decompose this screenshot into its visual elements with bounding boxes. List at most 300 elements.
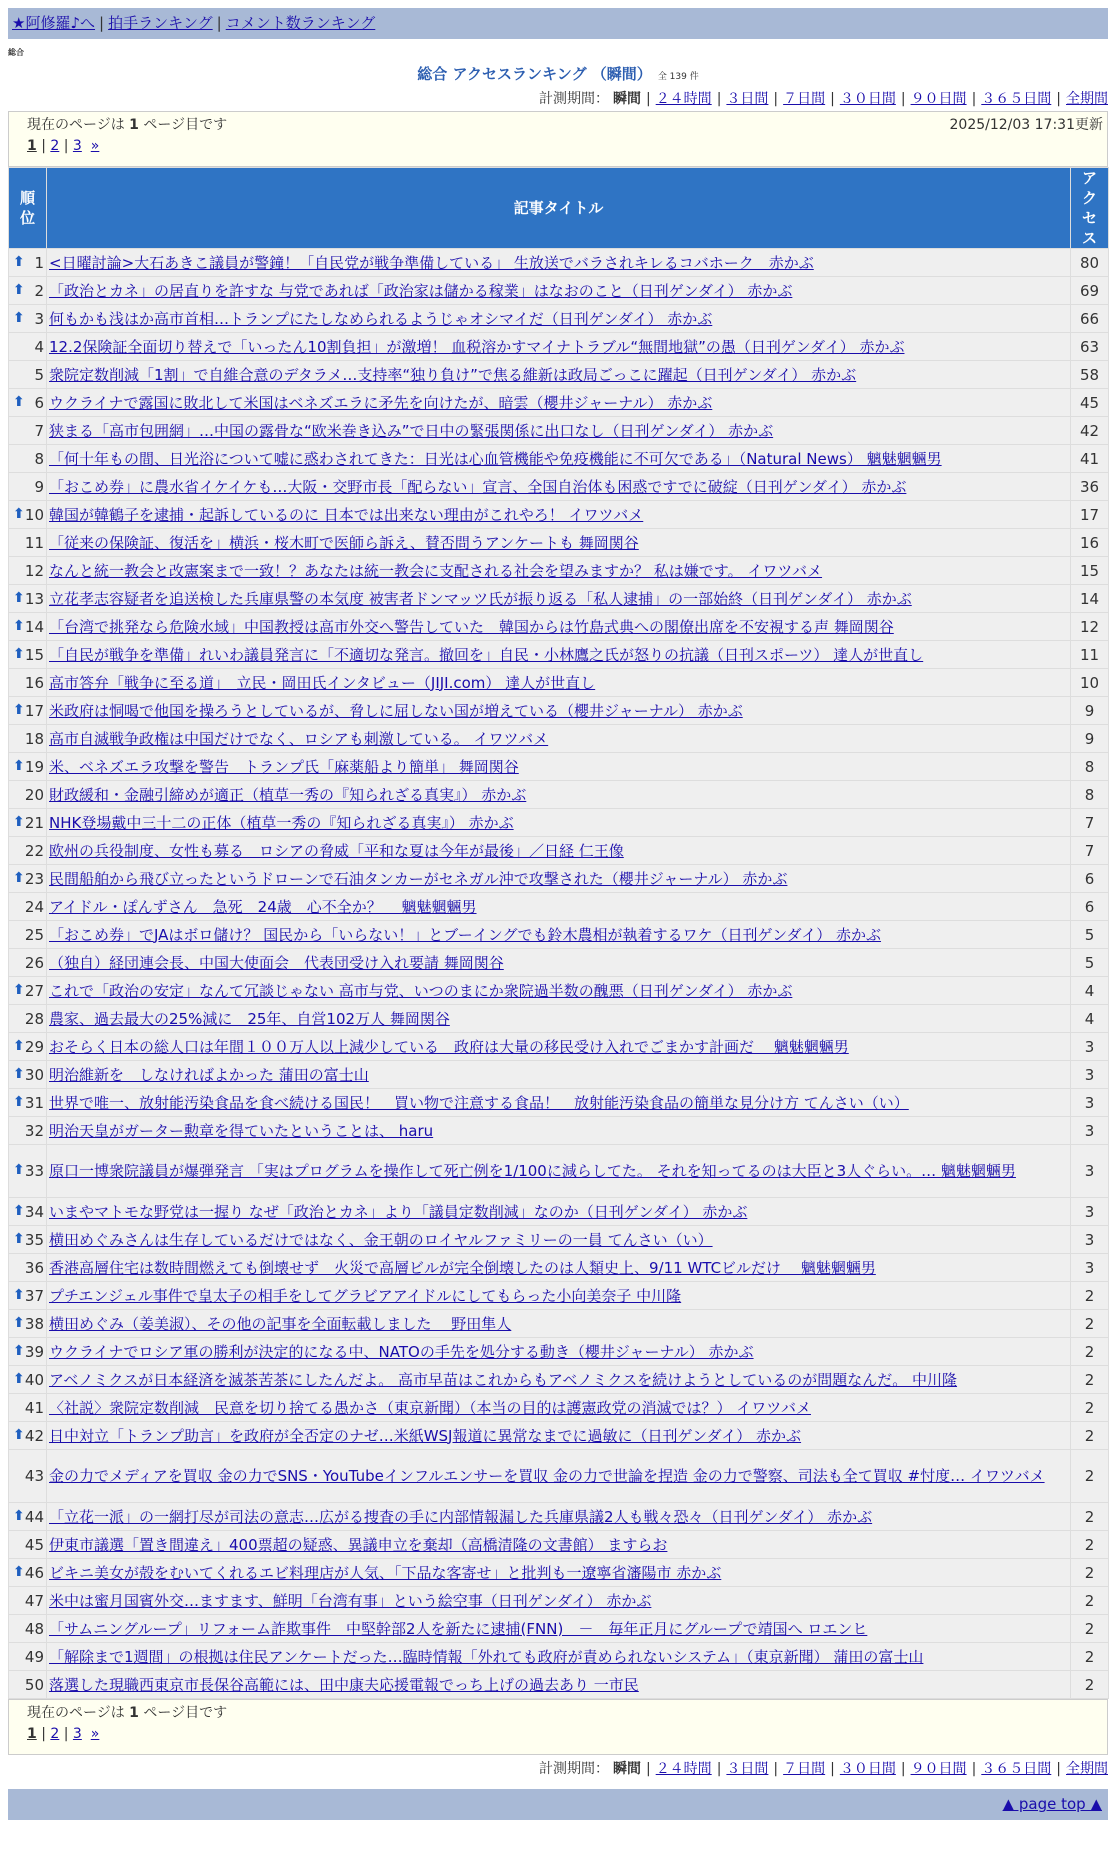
title-cell: [47, 1254, 1071, 1282]
article-link[interactable]: アイドル・ぽんずさん 急死 24歳 心不全か？ 魑魅魍魎男: [49, 897, 477, 916]
access-count: 14: [1071, 585, 1109, 613]
rank-up-arrow-icon: ⬆: [13, 813, 25, 830]
table-row: [9, 977, 1109, 1005]
period-link-7d[interactable]: ７日間: [783, 91, 826, 107]
article-link[interactable]: これで「政治の安定」なんて冗談じゃない 高市与党、いつのまにか衆院過半数の醜悪（日刊ゲンダイ） 赤かぶ: [49, 981, 793, 1000]
title-cell: [47, 809, 1071, 837]
period-link-90d[interactable]: ９０日間: [910, 1761, 967, 1777]
rank-cell: [9, 1145, 47, 1198]
article-link[interactable]: 横田めぐみ（姜美淑）、その他の記事を全面転載しました 野田隼人: [49, 1314, 512, 1333]
rank-number: 30: [24, 1065, 44, 1084]
table-row: [9, 613, 1109, 641]
page-indicator: 現在のページは 1 ページ目です: [27, 117, 228, 133]
article-link[interactable]: 狭まる「高市包囲網」…中国の露骨な“欧米巻き込み”で日中の緊張関係に出口なし（日刊ゲンダイ） 赤かぶ: [49, 421, 774, 440]
rank-up-arrow-icon: ⬆: [13, 393, 25, 410]
table-row: [9, 1559, 1109, 1587]
rank-number: 33: [24, 1162, 44, 1180]
table-row: [9, 417, 1109, 445]
rank-number: 16: [24, 673, 44, 692]
title-cell: [47, 1338, 1071, 1366]
footer-bar: [8, 1789, 1108, 1820]
title-cell: [47, 417, 1071, 445]
access-count: 2: [1071, 1531, 1109, 1559]
rank-up-arrow-icon: ⬆: [13, 1563, 25, 1580]
title-cell: [47, 1061, 1071, 1089]
article-link[interactable]: 欧州の兵役制度、女性も募る ロシアの脅威「平和な夏は今年が最後」／日経 仁王像: [49, 841, 624, 860]
column-header-title: 記事タイトル: [47, 168, 1071, 249]
rank-up-arrow-icon: ⬆: [13, 1065, 25, 1082]
access-count: 36: [1071, 473, 1109, 501]
rank-number: 9: [34, 477, 44, 496]
rank-cell: [9, 1117, 47, 1145]
rank-up-arrow-icon: ⬆: [13, 981, 25, 998]
page-link-2[interactable]: 2: [50, 1726, 60, 1742]
article-link[interactable]: 「おこめ券」に農水省イケイケも…大阪・交野市長「配らない」宣言、全国自治体も困惑ですでに破綻（日刊ゲンダイ） 赤かぶ: [49, 477, 907, 496]
rank-number: 47: [24, 1591, 44, 1610]
access-count: 45: [1071, 389, 1109, 417]
access-count: 3: [1071, 1226, 1109, 1254]
title-cell: [47, 1615, 1071, 1643]
table-row: [9, 893, 1109, 921]
rank-number: 1: [34, 253, 44, 272]
article-link[interactable]: アベノミクスが日本経済を滅茶苦茶にしたんだよ。 高市早苗はこれからもアベノミクスを続けようとしているのが問題なんだ。 中川隆: [49, 1370, 958, 1389]
rank-cell: [9, 1643, 47, 1671]
page-link-next[interactable]: »: [90, 1726, 100, 1742]
rank-cell: [9, 1089, 47, 1117]
title-cell: [47, 613, 1071, 641]
access-count: 2: [1071, 1587, 1109, 1615]
period-link-365d[interactable]: ３６５日間: [981, 1761, 1052, 1777]
rank-up-arrow-icon: ⬆: [13, 1507, 25, 1524]
title-cell: [47, 445, 1071, 473]
article-link[interactable]: 「自民が戦争を準備」れいわ議員発言に「不適切な発言。撤回を」自民・小林鷹之氏が怒りの抗議（日刊スポーツ） 達人が世直し: [49, 645, 924, 664]
rank-number: 43: [24, 1467, 44, 1485]
rank-cell: [9, 305, 47, 333]
rank-number: 39: [24, 1342, 44, 1361]
period-link-30d[interactable]: ３０日間: [839, 1761, 896, 1777]
table-row: [9, 1503, 1109, 1531]
title-cell: [47, 893, 1071, 921]
rank-cell: [9, 1198, 47, 1226]
rank-cell: [9, 501, 47, 529]
total-count: 全 139 件: [657, 72, 699, 82]
page-link-2[interactable]: 2: [50, 138, 60, 154]
article-link[interactable]: 「おこめ券」でJAはボロ儲け？ 国民から「いらない！」とブーイングでも鈴木農相が執着するワケ（日刊ゲンダイ） 赤かぶ: [49, 925, 882, 944]
rank-number: 22: [24, 841, 44, 860]
page-link-3[interactable]: 3: [72, 1726, 82, 1742]
column-header-access: アクセス: [1071, 168, 1109, 249]
title-cell: [47, 1282, 1071, 1310]
title-cell: [47, 921, 1071, 949]
article-link[interactable]: 明治天皇がガーター勲章を得ていたということは、 haru: [49, 1121, 434, 1140]
title-cell: [47, 1503, 1071, 1531]
title-cell: [47, 1394, 1071, 1422]
article-link[interactable]: 民間船舶から飛び立ったというドローンで石油タンカーがセネガル沖で攻撃された（櫻井ジャーナル） 赤かぶ: [49, 869, 788, 888]
rank-cell: [9, 1394, 47, 1422]
title-cell: [47, 333, 1071, 361]
rank-cell: [9, 1338, 47, 1366]
period-link-24h[interactable]: ２４時間: [655, 91, 712, 107]
article-link[interactable]: 高市自滅戦争政権は中国だけでなく、ロシアも刺激している。 イワツバメ: [49, 729, 549, 748]
title-cell: [47, 1198, 1071, 1226]
article-link[interactable]: 財政緩和・金融引締めが適正（植草一秀の『知られざる真実』） 赤かぶ: [49, 785, 527, 804]
table-row: [9, 1366, 1109, 1394]
article-link[interactable]: 〈社説〉衆院定数削減 民意を切り捨てる愚かさ（東京新聞）（本当の目的は護憲政党の消滅では？） イワツバメ: [49, 1398, 811, 1417]
rank-number: 21: [24, 813, 44, 832]
rank-cell: [9, 921, 47, 949]
rank-cell: [9, 753, 47, 781]
period-link-90d[interactable]: ９０日間: [910, 91, 967, 107]
article-link[interactable]: 「何十年もの間、日光浴について嘘に惑わされてきた：日光は心血管機能や免疫機能に不可欠である」（Natural News） 魑魅魍魎男: [49, 449, 942, 468]
period-link-3d[interactable]: ３日間: [726, 91, 769, 107]
page-link-next[interactable]: »: [90, 138, 100, 154]
title-cell: [47, 1559, 1071, 1587]
page-link-1[interactable]: 1: [27, 138, 37, 154]
rank-cell: [9, 725, 47, 753]
table-row: [9, 473, 1109, 501]
access-count: 8: [1071, 781, 1109, 809]
rank-cell: [9, 389, 47, 417]
period-link-7d[interactable]: ７日間: [783, 1761, 826, 1777]
access-count: 3: [1071, 1033, 1109, 1061]
rank-number: 50: [24, 1675, 44, 1694]
title-cell: [47, 1145, 1071, 1198]
table-row: [9, 1643, 1109, 1671]
rank-number: 37: [24, 1286, 44, 1305]
period-link-365d[interactable]: ３６５日間: [981, 91, 1052, 107]
rank-up-arrow-icon: ⬆: [13, 309, 25, 326]
access-count: 2: [1071, 1503, 1109, 1531]
rank-cell: [9, 1450, 47, 1503]
article-link[interactable]: ビキニ美女が殻をむいてくれるエビ料理店が人気、「下品な客寄せ」と批判も一遼寧省瀋陽市 赤かぶ: [49, 1563, 722, 1582]
table-row: [9, 557, 1109, 585]
access-count: 2: [1071, 1671, 1109, 1699]
updated-timestamp: 2025/12/03 17:31更新: [949, 117, 1103, 133]
access-count: 2: [1071, 1450, 1109, 1503]
access-count: 2: [1071, 1338, 1109, 1366]
access-count: 12: [1071, 613, 1109, 641]
access-count: 4: [1071, 1005, 1109, 1033]
period-label: 計測期間：: [538, 91, 609, 107]
rank-number: 48: [24, 1619, 44, 1638]
rank-cell: [9, 277, 47, 305]
rank-cell: [9, 809, 47, 837]
table-row: [9, 1671, 1109, 1699]
title-cell: [47, 781, 1071, 809]
rank-up-arrow-icon: ⬆: [13, 1202, 25, 1219]
title-cell: [47, 305, 1071, 333]
access-count: 2: [1071, 1310, 1109, 1338]
title-cell: [47, 725, 1071, 753]
article-link[interactable]: 「従来の保険証、復活を」横浜・桜木町で医師ら訴え、賛否問うアンケートも 舞岡関谷: [49, 533, 639, 552]
access-count: 2: [1071, 1366, 1109, 1394]
rank-number: 40: [24, 1370, 44, 1389]
rank-number: 17: [24, 701, 44, 720]
title-cell: [47, 949, 1071, 977]
access-count: 4: [1071, 977, 1109, 1005]
table-row: [9, 725, 1109, 753]
rank-number: 14: [24, 617, 44, 636]
nav-link-comment-ranking[interactable]: コメント数ランキング: [225, 14, 376, 32]
rank-number: 5: [34, 365, 44, 384]
rank-cell: [9, 1282, 47, 1310]
access-count: 8: [1071, 753, 1109, 781]
table-row: [9, 669, 1109, 697]
rank-cell: [9, 249, 47, 277]
article-link[interactable]: なんと統一教会と改憲案まで一致！？あなたは統一教会に支配される社会を望みますか？ 私は嫌です。 イワツバメ: [49, 561, 823, 580]
article-link[interactable]: 立花孝志容疑者を追送検した兵庫県警の本気度 被害者ドンマッツ氏が振り返る「私人逮捕」の一部始終（日刊ゲンダイ） 赤かぶ: [49, 589, 912, 608]
table-row: [9, 1145, 1109, 1198]
title-cell: [47, 1005, 1071, 1033]
title-cell: [47, 753, 1071, 781]
title-cell: [47, 473, 1071, 501]
rank-cell: [9, 473, 47, 501]
rank-up-arrow-icon: ⬆: [13, 1093, 25, 1110]
article-link[interactable]: 衆院定数削減「1割」で自維合意のデタラメ…支持率“独り負け”で焦る維新は政局ごっこに躍起（日刊ゲンダイ） 赤かぶ: [49, 365, 857, 384]
rank-number: 38: [24, 1314, 44, 1333]
rank-cell: [9, 977, 47, 1005]
page-link-1[interactable]: 1: [27, 1726, 37, 1742]
period-link-30d[interactable]: ３０日間: [839, 91, 896, 107]
rank-up-arrow-icon: ⬆: [13, 1286, 25, 1303]
rank-cell: [9, 1503, 47, 1531]
table-row: [9, 697, 1109, 725]
access-count: 7: [1071, 837, 1109, 865]
rank-number: 36: [24, 1258, 44, 1277]
rank-up-arrow-icon: ⬆: [13, 1230, 25, 1247]
rank-cell: [9, 1531, 47, 1559]
rank-cell: [9, 417, 47, 445]
rank-number: 11: [24, 533, 44, 552]
page-title: 総合 アクセスランキング （瞬間）: [417, 65, 652, 83]
title-cell: [47, 1587, 1071, 1615]
article-link[interactable]: 高市答弁「戦争に至る道」 立民・岡田氏インタビュー（JIJI.com） 達人が世直し: [49, 673, 596, 692]
rank-cell: [9, 837, 47, 865]
article-link[interactable]: （独自）経団連会長、中国大使面会 代表団受け入れ要請 舞岡関谷: [49, 953, 504, 972]
rank-up-arrow-icon: ⬆: [13, 1426, 25, 1443]
rank-cell: [9, 1061, 47, 1089]
rank-number: 28: [24, 1009, 44, 1028]
table-row: [9, 1117, 1109, 1145]
top-nav-bar: ★阿修羅♪へ | 拍手ランキング | コメント数ランキング: [8, 8, 1108, 39]
title-cell: [47, 669, 1071, 697]
table-row: [9, 333, 1109, 361]
access-count: 2: [1071, 1615, 1109, 1643]
access-count: 3: [1071, 1061, 1109, 1089]
table-row: [9, 865, 1109, 893]
article-link[interactable]: 「立花一派」の一網打尽が司法の意志…広がる捜査の手に内部情報漏した兵庫県議2人も戦々恐々（日刊ゲンダイ） 赤かぶ: [49, 1507, 873, 1526]
access-count: 2: [1071, 1559, 1109, 1587]
access-count: 2: [1071, 1422, 1109, 1450]
page-info-top: [8, 111, 1108, 167]
article-link[interactable]: 12.2保険証全面切り替えで「いったん10割負担」が激増！ 血税溶かすマイナトラブル“無間地獄”の愚（日刊ゲンダイ） 赤かぶ: [49, 337, 905, 356]
table-row: [9, 1338, 1109, 1366]
article-link[interactable]: 明治維新を しなければよかった 蒲田の富士山: [49, 1065, 369, 1084]
rank-number: 3: [34, 309, 44, 328]
table-row: [9, 921, 1109, 949]
article-link[interactable]: 農家、過去最大の25%減に 25年、自営102万人 舞岡関谷: [49, 1009, 450, 1028]
rank-number: 10: [24, 505, 44, 524]
table-row: [9, 1422, 1109, 1450]
page-indicator-bottom: 現在のページは 1 ページ目です: [27, 1705, 228, 1721]
title-cell: [47, 1310, 1071, 1338]
article-link[interactable]: おそらく日本の総人口は年間１００万人以上減少している 政府は大量の移民受け入れでごまかす計画だ 魑魅魍魎男: [49, 1037, 849, 1056]
nav-link-clap-ranking[interactable]: 拍手ランキング: [108, 14, 213, 32]
page-link-3[interactable]: 3: [72, 138, 82, 154]
table-header-row: [9, 168, 1109, 249]
table-row: [9, 277, 1109, 305]
article-link[interactable]: 原口一博衆院議員が爆弾発言 「実はプログラムを操作して死亡例を1/100に減らしてた。 それを知ってるのは大臣と3人ぐらい。… 魑魅魍魎男: [49, 1162, 1016, 1180]
access-count: 42: [1071, 417, 1109, 445]
rank-number: 25: [24, 925, 44, 944]
table-row: [9, 249, 1109, 277]
rank-number: 45: [24, 1535, 44, 1554]
article-link[interactable]: 香港高層住宅は数時間燃えても倒壊せず 火災で高層ビルが完全倒壊したのは人類史上、9/11 WTCビルだけ 魑魅魍魎男: [49, 1258, 876, 1277]
rank-number: 20: [24, 785, 44, 804]
title-cell: [47, 529, 1071, 557]
article-link[interactable]: NHK登場戴中三十二の正体（植草一秀の『知られざる真実』） 赤かぶ: [49, 813, 514, 832]
table-row: [9, 1005, 1109, 1033]
article-link[interactable]: 伊東市議選「置き間違え」400票超の疑惑、異議申立を棄却（高橋清隆の文書館） ますらお: [49, 1535, 668, 1554]
access-count: 17: [1071, 501, 1109, 529]
rank-number: 24: [24, 897, 44, 916]
rank-number: 13: [24, 589, 44, 608]
period-link-all[interactable]: 全期間: [1066, 1761, 1108, 1777]
access-count: 58: [1071, 361, 1109, 389]
title-cell: [47, 1366, 1071, 1394]
title-cell: [47, 557, 1071, 585]
article-link[interactable]: いまやマトモな野党は一握り なぜ「政治とカネ」より「議員定数削減」なのか（日刊ゲンダイ） 赤かぶ: [49, 1202, 748, 1221]
table-row: [9, 585, 1109, 613]
table-row: [9, 949, 1109, 977]
table-row: [9, 837, 1109, 865]
rank-number: 7: [34, 421, 44, 440]
access-count: 2: [1071, 1394, 1109, 1422]
table-row: [9, 1089, 1109, 1117]
rank-cell: [9, 445, 47, 473]
article-link[interactable]: 韓国が韓鶴子を逮捕・起訴しているのに 日本では出来ない理由がこれやろ！ イワツバメ: [49, 505, 644, 524]
article-link[interactable]: 米政府は恫喝で他国を操ろうとしているが、脅しに屈しない国が増えている（櫻井ジャーナル） 赤かぶ: [49, 701, 743, 720]
table-row: [9, 1061, 1109, 1089]
rank-cell: [9, 1559, 47, 1587]
title-cell: [47, 1671, 1071, 1699]
article-link[interactable]: ウクライナでロシア軍の勝利が決定的になる中、NATOの手先を処分する動き（櫻井ジャーナル） 赤かぶ: [49, 1342, 754, 1361]
page-top-link[interactable]: ▲ page top ▲: [1002, 1795, 1102, 1813]
table-row: [9, 1254, 1109, 1282]
table-row: [9, 389, 1109, 417]
access-count: 5: [1071, 921, 1109, 949]
table-row: [9, 1033, 1109, 1061]
table-row: [9, 1282, 1109, 1310]
article-link[interactable]: <日曜討論>大石あきこ議員が警鐘！「自民党が戦争準備している」 生放送でバラされキレるコバホーク 赤かぶ: [49, 253, 814, 272]
rank-cell: [9, 1226, 47, 1254]
table-row: [9, 781, 1109, 809]
rank-up-arrow-icon: ⬆: [13, 1162, 25, 1178]
period-link-24h[interactable]: ２４時間: [655, 1761, 712, 1777]
title-cell: [47, 837, 1071, 865]
article-link[interactable]: 金の力でメディアを買収 金の力でSNS・YouTubeインフルエンサーを買収 金の力で世論を捏造 金の力で警察、司法も全て買収 #忖度… イワツバメ: [49, 1467, 1045, 1485]
nav-link-asyura[interactable]: ★阿修羅♪へ: [12, 14, 96, 32]
article-link[interactable]: 「台湾で挑発なら危険水域」中国教授は高市外交へ警告していた 韓国からは竹島式典への閣僚出席を不安視する声 舞岡関谷: [49, 617, 894, 636]
article-link[interactable]: 落選した現職西東京市長保谷高範には、田中康夫応援電報でっち上げの過去あり 一市民: [49, 1675, 639, 1694]
rank-up-arrow-icon: ⬆: [13, 617, 25, 634]
table-row: [9, 1310, 1109, 1338]
table-row: [9, 361, 1109, 389]
table-row: [9, 753, 1109, 781]
article-link[interactable]: プチエンジェル事件で皇太子の相手をしてグラビアアイドルにしてもらった小向美奈子 中川隆: [49, 1286, 682, 1305]
rank-number: 27: [24, 981, 44, 1000]
title-cell: [47, 1450, 1071, 1503]
rank-cell: [9, 669, 47, 697]
rank-cell: [9, 1254, 47, 1282]
rank-cell: [9, 361, 47, 389]
rank-number: 12: [24, 561, 44, 580]
title-cell: [47, 641, 1071, 669]
table-row: [9, 1198, 1109, 1226]
access-count: 3: [1071, 1254, 1109, 1282]
rank-cell: [9, 529, 47, 557]
rank-up-arrow-icon: ⬆: [13, 645, 25, 662]
access-count: 66: [1071, 305, 1109, 333]
rank-number: 26: [24, 953, 44, 972]
table-row: [9, 1587, 1109, 1615]
article-link[interactable]: 横田めぐみさんは生存しているだけではなく、金王朝のロイヤルファミリーの一員 てんさい（い）: [49, 1230, 713, 1249]
rank-up-arrow-icon: ⬆: [13, 589, 25, 606]
access-count: 2: [1071, 1282, 1109, 1310]
table-row: [9, 305, 1109, 333]
access-count: 7: [1071, 809, 1109, 837]
access-count: 10: [1071, 669, 1109, 697]
rank-number: 2: [34, 281, 44, 300]
title-cell: [47, 277, 1071, 305]
rank-up-arrow-icon: ⬆: [13, 281, 25, 298]
table-row: [9, 445, 1109, 473]
page-info-bottom: [8, 1699, 1108, 1755]
table-row: [9, 809, 1109, 837]
rank-cell: [9, 781, 47, 809]
rank-number: 35: [24, 1230, 44, 1249]
rank-number: 6: [34, 393, 44, 412]
rank-number: 34: [24, 1202, 44, 1221]
rank-cell: [9, 1615, 47, 1643]
article-link[interactable]: 日中対立「トランプ助言」を政府が全否定のナゼ…米紙WSJ報道に異常なまでに過敏に（日刊ゲンダイ） 赤かぶ: [49, 1426, 802, 1445]
title-cell: [47, 1089, 1071, 1117]
access-count: 69: [1071, 277, 1109, 305]
rank-cell: [9, 1671, 47, 1699]
period-link-all[interactable]: 全期間: [1066, 91, 1108, 107]
rank-cell: [9, 613, 47, 641]
article-link[interactable]: 世界で唯一、放射能汚染食品を食べ続ける国民！ 買い物で注意する食品！ 放射能汚染食品の簡単な見分け方 てんさい（い）: [49, 1093, 909, 1112]
article-link[interactable]: ウクライナで露国に敗北して米国はベネズエラに矛先を向けたが、暗雲（櫻井ジャーナル） 赤かぶ: [49, 393, 713, 412]
title-cell: [47, 977, 1071, 1005]
table-row: [9, 529, 1109, 557]
article-link[interactable]: 何もかも浅はか高市首相…トランプにたしなめられるようじゃオシマイだ（日刊ゲンダイ） 赤かぶ: [49, 309, 713, 328]
period-link-3d[interactable]: ３日間: [726, 1761, 769, 1777]
table-row: [9, 1226, 1109, 1254]
article-link[interactable]: 「政治とカネ」の居直りを許すな 与党であれば「政治家は儲かる稼業」はなおのこと（日刊ゲンダイ） 赤かぶ: [49, 281, 793, 300]
access-count: 2: [1071, 1643, 1109, 1671]
article-link[interactable]: 米中は蜜月国賓外交…ますます、鮮明「台湾有事」という絵空事（日刊ゲンダイ） 赤かぶ: [49, 1591, 652, 1610]
rank-up-arrow-icon: ⬆: [13, 1342, 25, 1359]
rank-up-arrow-icon: ⬆: [13, 701, 25, 718]
rank-cell: [9, 585, 47, 613]
rank-number: 32: [24, 1121, 44, 1140]
article-link[interactable]: 米、ベネズエラ攻撃を警告 トランプ氏「麻薬船より簡単」 舞岡関谷: [49, 757, 519, 776]
title-cell: [47, 1117, 1071, 1145]
article-link[interactable]: 「サムニングループ」リフォーム詐欺事件 中堅幹部2人を新たに逮捕(FNN) － 毎年正月にグループで靖国へ ロエンヒ: [49, 1619, 868, 1638]
article-link[interactable]: 「解除まで1週間」の根拠は住民アンケートだった…臨時情報「外れても政府が責められないシステム」（東京新聞） 蒲田の富士山: [49, 1647, 924, 1666]
rank-cell: [9, 1422, 47, 1450]
